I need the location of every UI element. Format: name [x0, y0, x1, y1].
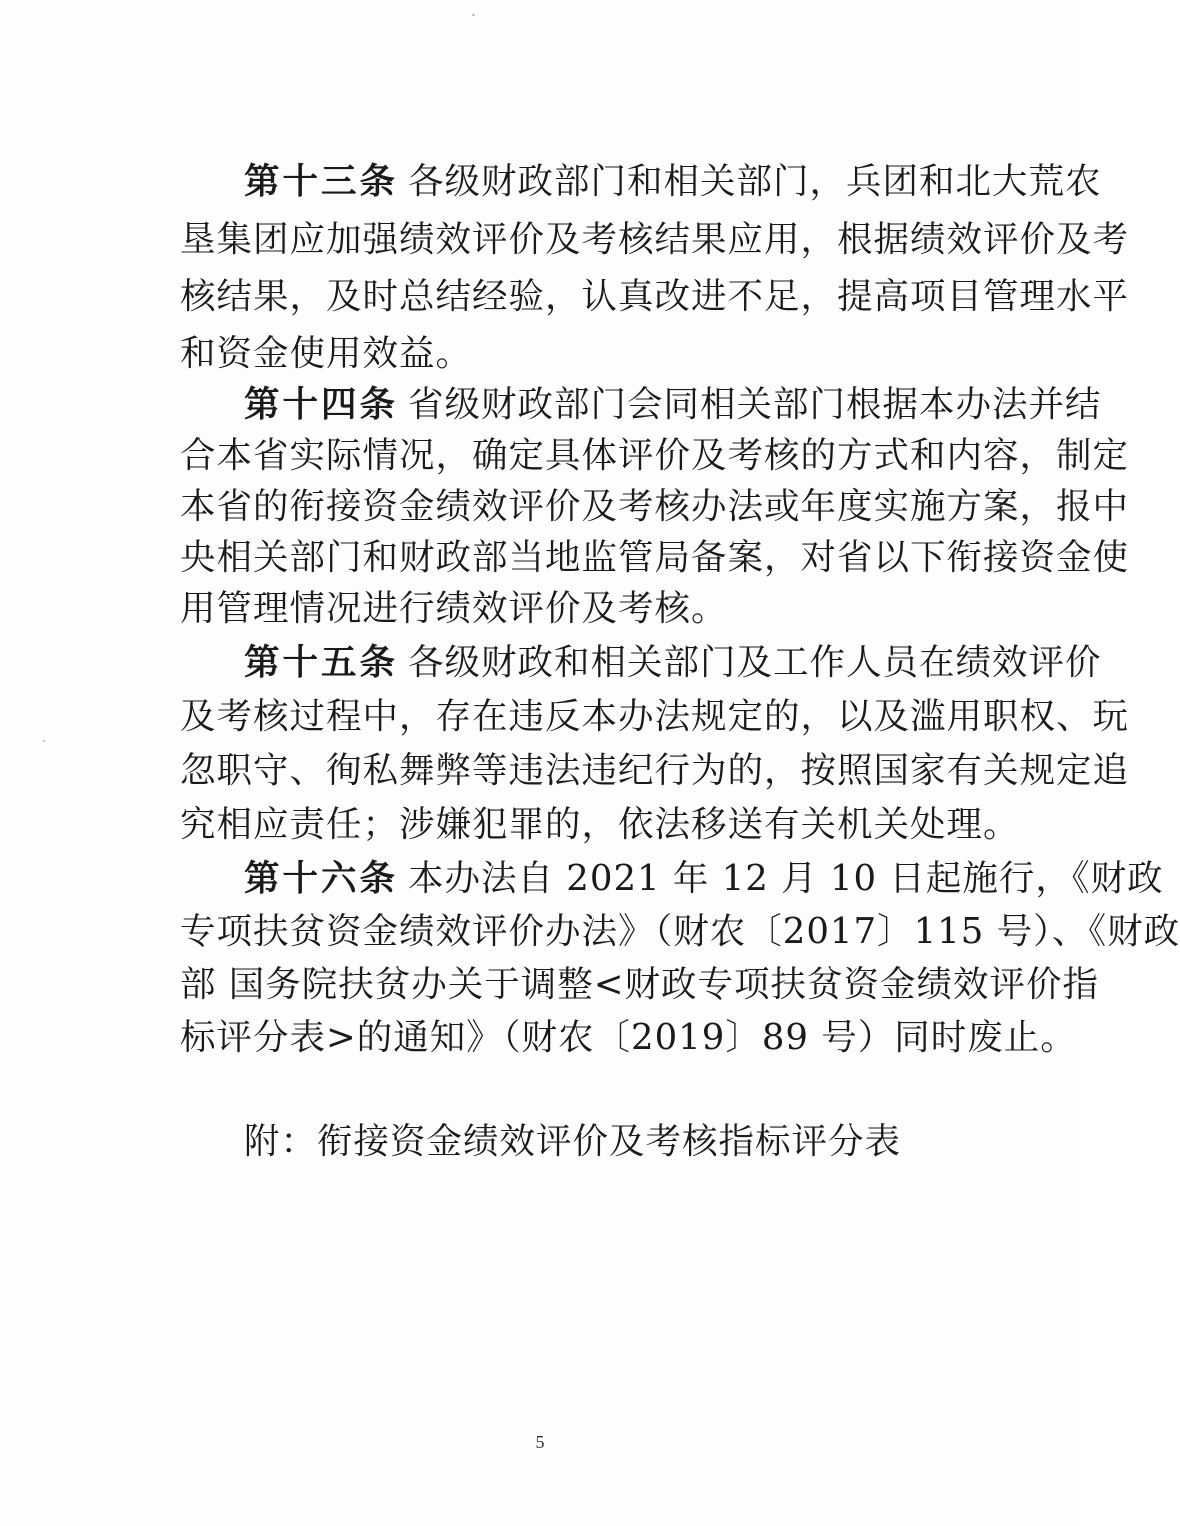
page-number: 5 — [535, 1432, 545, 1452]
article-14-line-4: 央相关部门和财政部当地监管局备案，对省以下衔接资金使 — [180, 537, 1130, 578]
article-14-line-2: 合本省实际情况，确定具体评价及考核的方式和内容，制定 — [180, 435, 1130, 476]
article-15-line-1 — [244, 641, 1102, 685]
article-16-heading: 第十六条 — [244, 858, 399, 899]
attachment-note: 附：衔接资金绩效评价及考核指标评分表 — [244, 1121, 902, 1162]
article-16-line-2: 专项扶贫资金绩效评价办法》（财农〔2017〕115 号）、《财政 — [180, 911, 1180, 952]
article-15-heading: 第十五条 — [244, 642, 399, 683]
article-15-line-2: 及考核过程中，存在违反本办法规定的，以及滥用职权、玩 — [180, 696, 1130, 737]
article-15-line-4: 究相应责任；涉嫌犯罪的，依法移送有关机关处理。 — [180, 804, 1020, 845]
article-16-line-3: 部 国务院扶贫办关于调整<财政专项扶贫资金绩效评价指 — [180, 964, 1100, 1005]
article-14-line-1 — [244, 383, 1102, 427]
article-13-line-4: 和资金使用效益。 — [180, 333, 473, 374]
article-14-line-3: 本省的衔接资金绩效评价及考核办法或年度实施方案，报中 — [180, 486, 1130, 527]
article-14-heading: 第十四条 — [244, 384, 399, 425]
article-13-text: 各级财政部门和相关部门，兵团和北大荒农 — [408, 161, 1102, 202]
article-16-line-1 — [244, 857, 1164, 901]
article-16-text: 本办法自 2021 年 12 月 10 日起施行，《财政 — [408, 858, 1164, 899]
article-13-line-1 — [244, 160, 1102, 204]
article-15-line-3: 忽职守、徇私舞弊等违法违纪行为的，按照国家有关规定追 — [180, 750, 1130, 791]
article-13-line-3: 核结果，及时总结经验，认真改进不足，提高项目管理水平 — [180, 276, 1130, 317]
scan-speck — [43, 740, 45, 742]
article-16-line-4: 标评分表>的通知》（财农〔2019〕89 号）同时废止。 — [180, 1017, 1077, 1058]
article-14-line-5: 用管理情况进行绩效评价及考核。 — [180, 588, 728, 629]
article-14-text: 省级财政部门会同相关部门根据本办法并结 — [408, 384, 1102, 425]
article-15-text: 各级财政和相关部门及工作人员在绩效评价 — [408, 642, 1102, 683]
scan-speck — [472, 14, 475, 16]
article-13-line-2: 垦集团应加强绩效评价及考核结果应用，根据绩效评价及考 — [180, 219, 1130, 260]
article-13-heading: 第十三条 — [244, 161, 399, 202]
